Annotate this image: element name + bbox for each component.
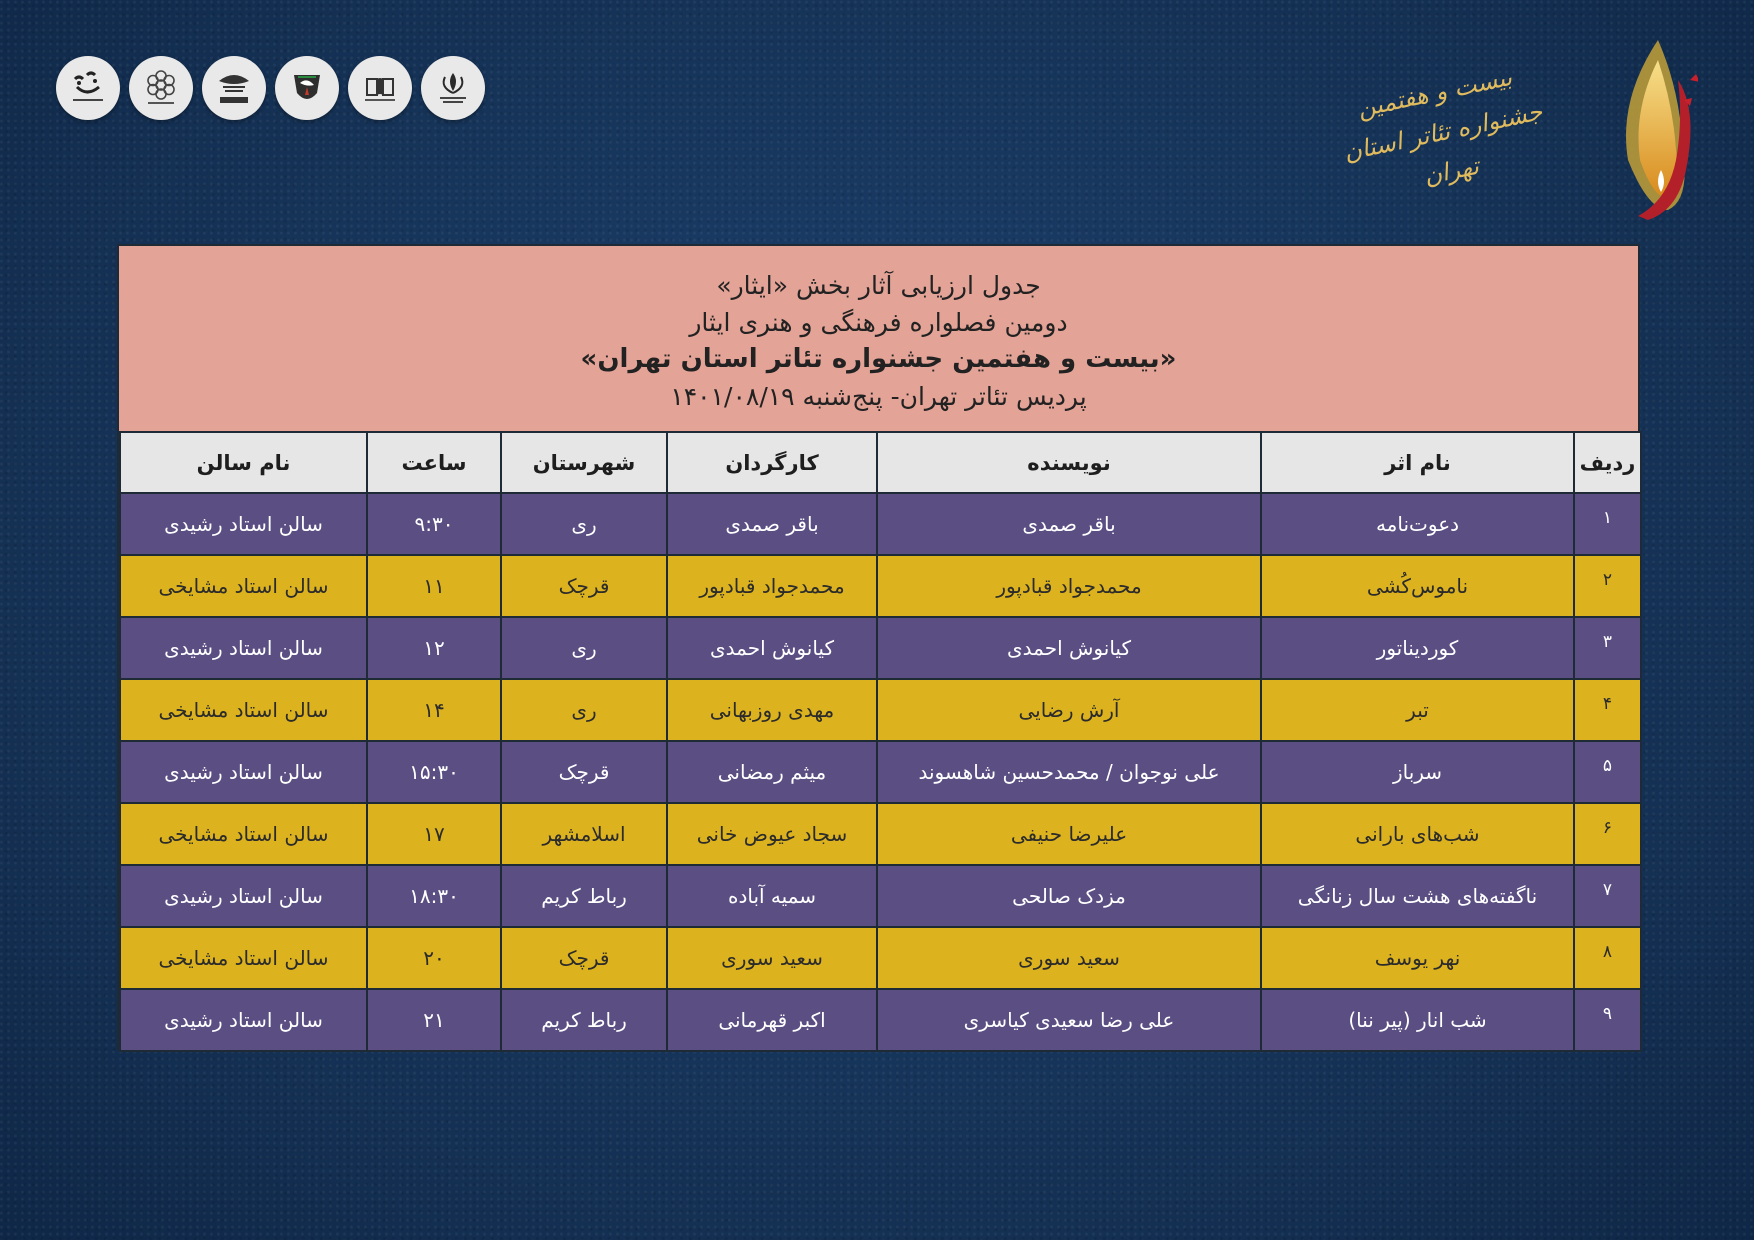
cell-writer: محمدجواد قبادپور <box>877 555 1261 617</box>
cell-work: کوردیناتور <box>1261 617 1574 679</box>
cell-writer: کیانوش احمدی <box>877 617 1261 679</box>
table-row <box>120 679 1641 741</box>
cell-director: کیانوش احمدی <box>667 617 877 679</box>
cell-hall: سالن استاد مشایخی <box>120 679 367 741</box>
cell-no: ۹ <box>1574 989 1641 1051</box>
cell-no: ۲ <box>1574 555 1641 617</box>
header-work: نام اثر <box>1261 432 1574 493</box>
cell-director: اکبر قهرمانی <box>667 989 877 1051</box>
title-line-2: دومین فصلواره فرهنگی و هنری ایثار <box>689 307 1068 337</box>
cell-time: ۱۵:۳۰ <box>367 741 501 803</box>
emblem-logo <box>421 56 485 120</box>
header-hall: نام سالن <box>120 432 367 493</box>
cell-city: قرچک <box>501 555 667 617</box>
sponsor-logos <box>56 56 485 120</box>
cell-director: سعید سوری <box>667 927 877 989</box>
festival-logo-text: بیست و هفتمین جشنواره تئاتر استان تهران <box>1341 62 1545 191</box>
cell-hall: سالن استاد رشیدی <box>120 989 367 1051</box>
cell-no: ۷ <box>1574 865 1641 927</box>
cell-city: رباط کریم <box>501 865 667 927</box>
isargaran-logo <box>202 56 266 120</box>
flower-logo <box>129 56 193 120</box>
table-title-block <box>119 246 1638 431</box>
cell-city: قرچک <box>501 741 667 803</box>
flower-icon <box>138 65 184 111</box>
cell-director: سجاد عیوض خانی <box>667 803 877 865</box>
cell-no: ۶ <box>1574 803 1641 865</box>
isargaran-icon <box>211 65 257 111</box>
cell-time: ۱۷ <box>367 803 501 865</box>
emblem-icon <box>430 65 476 111</box>
cell-city: ری <box>501 617 667 679</box>
cell-hall: سالن استاد رشیدی <box>120 741 367 803</box>
table-row <box>120 927 1641 989</box>
table-body <box>120 493 1641 1051</box>
header-director: کارگردان <box>667 432 877 493</box>
title-line-1: جدول ارزیابی آثار بخش «ایثار» <box>716 270 1041 300</box>
cell-director: سمیه آباده <box>667 865 877 927</box>
cell-city: اسلامشهر <box>501 803 667 865</box>
cell-work: دعوت‌نامه <box>1261 493 1574 555</box>
dove-logo <box>275 56 339 120</box>
title-line-3: «بیست و هفتمین جشنواره تئاتر استان تهران» <box>580 343 1177 374</box>
dove-icon <box>284 65 330 111</box>
cell-director: مهدی روزبهانی <box>667 679 877 741</box>
cell-hall: سالن استاد مشایخی <box>120 927 367 989</box>
table-row <box>120 989 1641 1051</box>
cell-work: شب‌های بارانی <box>1261 803 1574 865</box>
book-icon <box>357 65 403 111</box>
header-time: ساعت <box>367 432 501 493</box>
theatre-association-icon <box>65 65 111 111</box>
cell-director: محمدجواد قبادپور <box>667 555 877 617</box>
table-row <box>120 555 1641 617</box>
cell-city: ری <box>501 493 667 555</box>
cell-hall: سالن استاد رشیدی <box>120 493 367 555</box>
cell-city: ری <box>501 679 667 741</box>
table-row <box>120 741 1641 803</box>
cell-time: ۲۰ <box>367 927 501 989</box>
cell-work: سرباز <box>1261 741 1574 803</box>
cell-writer: علی نوجوان / محمدحسین شاهسوند <box>877 741 1261 803</box>
cell-time: ۲۱ <box>367 989 501 1051</box>
cell-hall: سالن استاد مشایخی <box>120 555 367 617</box>
table-row <box>120 803 1641 865</box>
cell-writer: سعید سوری <box>877 927 1261 989</box>
cell-writer: علی رضا سعیدی کیاسری <box>877 989 1261 1051</box>
cell-director: باقر صمدی <box>667 493 877 555</box>
cell-work: نهر یوسف <box>1261 927 1574 989</box>
cell-writer: علیرضا حنیفی <box>877 803 1261 865</box>
cell-no: ۱ <box>1574 493 1641 555</box>
table-header-row <box>120 432 1641 493</box>
cell-time: ۱۱ <box>367 555 501 617</box>
cell-no: ۸ <box>1574 927 1641 989</box>
cell-no: ۳ <box>1574 617 1641 679</box>
cell-time: ۹:۳۰ <box>367 493 501 555</box>
cell-no: ۵ <box>1574 741 1641 803</box>
cell-work: ناموس‌کُشی <box>1261 555 1574 617</box>
cell-hall: سالن استاد رشیدی <box>120 617 367 679</box>
cell-work: ناگفته‌های هشت سال زنانگی <box>1261 865 1574 927</box>
cell-city: قرچک <box>501 927 667 989</box>
cell-time: ۱۲ <box>367 617 501 679</box>
cell-time: ۱۴ <box>367 679 501 741</box>
header-city: شهرستان <box>501 432 667 493</box>
cell-writer: آرش رضایی <box>877 679 1261 741</box>
table-row <box>120 865 1641 927</box>
header-row-no: ردیف <box>1574 432 1641 493</box>
header-writer: نویسنده <box>877 432 1261 493</box>
cell-writer: مزدک صالحی <box>877 865 1261 927</box>
cell-work: شب انار (پیر ننا) <box>1261 989 1574 1051</box>
cell-writer: باقر صمدی <box>877 493 1261 555</box>
book-logo <box>348 56 412 120</box>
schedule-table <box>119 431 1642 1052</box>
cell-hall: سالن استاد مشایخی <box>120 803 367 865</box>
cell-no: ۴ <box>1574 679 1641 741</box>
cell-hall: سالن استاد رشیدی <box>120 865 367 927</box>
title-line-4: پردیس تئاتر تهران- پنج‌شنبه ۱۴۰۱/۰۸/۱۹ <box>670 381 1087 411</box>
cell-director: میثم رمضانی <box>667 741 877 803</box>
theatre-association-logo <box>56 56 120 120</box>
festival-logo <box>1318 20 1698 220</box>
schedule-card <box>117 244 1640 1050</box>
cell-time: ۱۸:۳۰ <box>367 865 501 927</box>
table-row <box>120 617 1641 679</box>
cell-work: تبر <box>1261 679 1574 741</box>
table-row <box>120 493 1641 555</box>
cell-city: رباط کریم <box>501 989 667 1051</box>
